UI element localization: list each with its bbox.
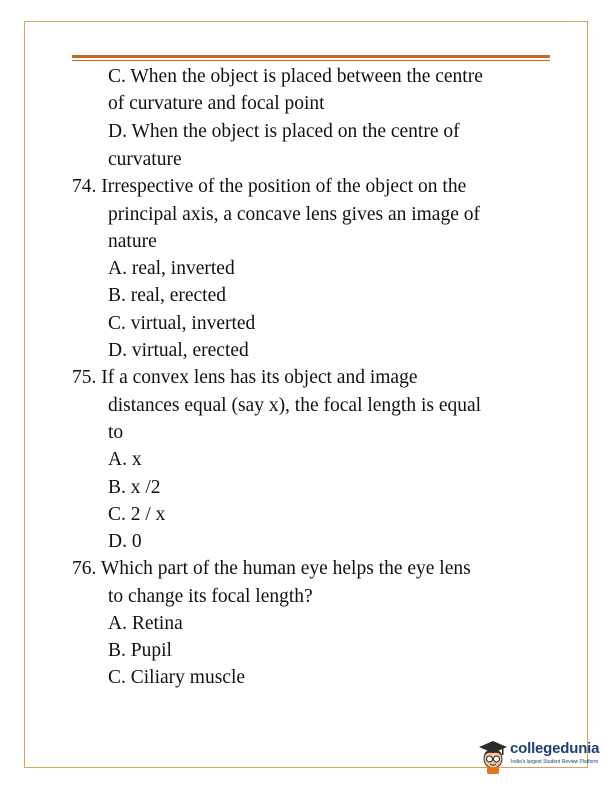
q74-option-c: C. virtual, inverted [108,313,256,334]
q75-option-c: C. 2 / x [108,504,166,525]
question-75-line-3: to [108,422,124,443]
option-d-line-2: curvature [108,149,182,170]
question-74-line-3: nature [108,231,157,252]
q75-option-a: A. x [108,449,142,470]
header-rule-thin [72,60,550,61]
question-75-line-1: 75. If a convex lens has its object and image [72,367,418,388]
question-75-line-2: distances equal (say x), the focal length is equal [108,395,482,416]
question-74-line-1: 74. Irrespective of the position of the object on the [72,176,467,197]
logo-tagline: India's largest Student Review Platform [511,759,599,765]
q75-option-d: D. 0 [108,531,142,552]
q74-option-a: A. real, inverted [108,258,235,279]
q75-option-b: B. x /2 [108,477,161,498]
collegedunia-logo [476,738,606,778]
question-76-line-2: to change its focal length? [108,586,313,607]
option-d-line-1: D. When the object is placed on the centre of [108,121,460,142]
question-76-line-1: 76. Which part of the human eye helps the eye lens [72,558,471,579]
logo-wordmark: collegedunia [510,740,600,757]
q76-option-c: C. Ciliary muscle [108,667,246,688]
q76-option-b: B. Pupil [108,640,172,661]
question-74-line-2: principal axis, a concave lens gives an image of [108,204,480,225]
option-c-line-1: C. When the object is placed between the centre [108,66,483,87]
header-rule [72,55,550,58]
q74-option-b: B. real, erected [108,285,227,306]
graduate-mascot-icon [476,738,510,776]
q74-option-d: D. virtual, erected [108,340,249,361]
option-c-line-2: of curvature and focal point [108,93,325,114]
q76-option-a: A. Retina [108,613,183,634]
